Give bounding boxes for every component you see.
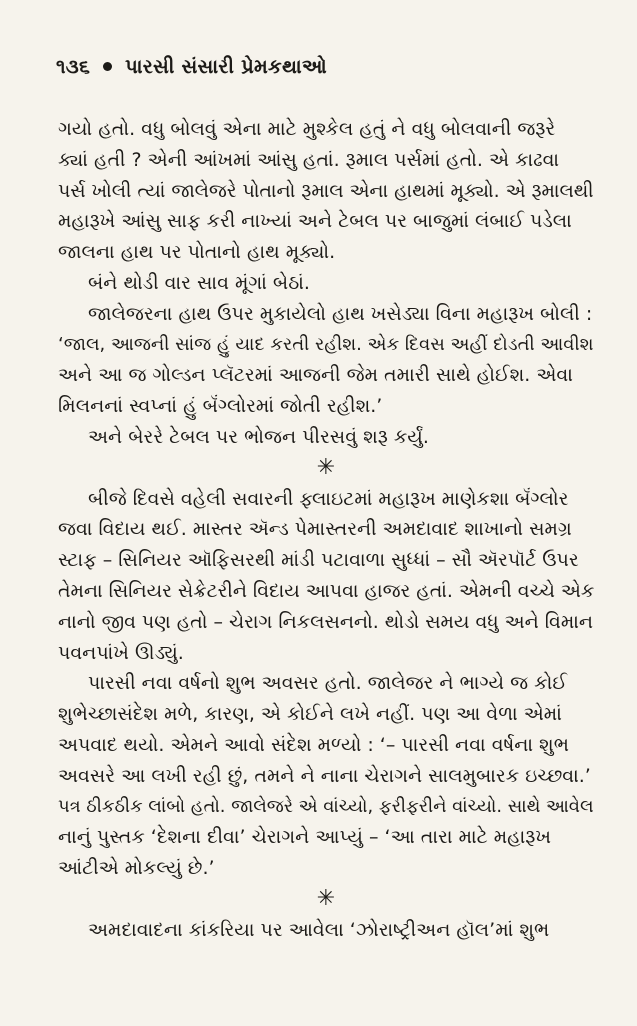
text-line: પારસી નવા વર્ષનો શુભ અવસર હતો. જાલેજર ને ભાગ્યે જ કોઈ <box>88 672 568 695</box>
section-separator: ✳ <box>316 885 336 911</box>
text-line: પત્ર ઠીકઠીક લાંબો હતો. જાલેજરે એ વાંચ્યો, ફરીફરીને વાંચ્યો. સાથે આવેલ <box>58 795 594 817</box>
text-line: બીજે દિવસે વહેલી સવારની ફ્લાઇટમાં મહારૂખ માણેકશા બૅંગ્લોર <box>88 487 569 510</box>
text-line: અવસરે આ લખી રહી છું, તમને ને નાના ચેરાગને સાલમુબારક ઇચ્છવા.’ <box>58 764 591 787</box>
text-line: બંને થોડી વાર સાવ મૂંગાં બેઠાં. <box>88 271 310 294</box>
text-line: સ્ટાફ – સિનિયર ઑફિસરથી માંડી પટાવાળા સુધ્ધાં – સૌ ઍરપૉર્ટ ઉપર <box>58 549 579 572</box>
text-line: અને આ જ ગોલ્ડન પ્લૅટરમાં આજની જેમ તમારી સાથે હોઈશ. એવા <box>58 364 573 387</box>
text-line: અમદાવાદના કાંકરિયા પર આવેલા ‘ઝોરાષ્ટ્રીઅન હૉલ’માં શુભ <box>88 918 550 941</box>
text-line: આંટીએ મોકલ્યું છે.’ <box>58 857 215 880</box>
paragraph <box>58 915 594 946</box>
paragraph <box>58 268 594 299</box>
body-text <box>58 114 594 946</box>
text-line: જાલેજરના હાથ ઉપર મુકાયેલો હાથ ખસેડ્યા વિના મહારૂખ બોલી : <box>88 302 593 325</box>
book-title: પારસી સંસારી પ્રેમકથાઓ <box>125 55 327 78</box>
paragraph <box>58 668 594 884</box>
paragraph <box>58 484 594 669</box>
text-line: મિલનનાં સ્વપ્નાં હું બૅંગ્લોરમાં જોતી રહીશ.’ <box>58 395 383 418</box>
text-line: પર્સ ખોલી ત્યાં જાલેજરે પોતાનો રૂમાલ એના હાથમાં મૂક્યો. એ રૂમાલથી <box>58 179 594 202</box>
text-line: પવનપાંખે ઊડ્યું. <box>58 641 184 664</box>
section-separator: ✳ <box>316 454 336 480</box>
text-line: મહારૂખે આંસુ સાફ કરી નાખ્યાં અને ટેબલ પર બાજુમાં લંબાઈ પડેલા <box>58 210 572 233</box>
bullet-separator <box>103 62 112 71</box>
paragraph <box>58 114 594 268</box>
text-line: નાનો જીવ પણ હતો – ચેરાગ નિકલસનનો. થોડો સમય વધુ અને વિમાન <box>58 610 593 633</box>
text-line: નાનું પુસ્તક ‘દેશના દીવા’ ચેરાગને આપ્યું – ‘આ તારા માટે મહારૂખ <box>58 826 552 849</box>
text-line: તેમના સિનિયર સેક્રેટરીને વિદાય આપવા હાજર હતાં. એમની વચ્ચે એક <box>58 579 594 602</box>
text-line: અને બેરરે ટેબલ પર ભોજન પીરસવું શરૂ કર્યું. <box>88 425 429 448</box>
text-line: અપવાદ થયો. એમને આવો સંદેશ મળ્યો : ‘– પારસી નવા વર્ષના શુભ <box>58 733 569 756</box>
running-header <box>56 52 327 83</box>
paragraph <box>58 422 594 453</box>
paragraph <box>58 299 594 422</box>
page-number: ૧૩૬ <box>56 55 91 78</box>
text-line: ક્યાં હતી ? એની આંખમાં આંસુ હતાં. રૂમાલ પર્સમાં હતો. એ કાઢવા <box>58 148 560 171</box>
text-line: શુભેચ્છાસંદેશ મળે, કારણ, એ કોઈને લખે નહીં. પણ આ વેળા એમાં <box>58 703 562 726</box>
text-line: ‘જાલ, આજની સાંજ હું યાદ કરતી રહીશ. એક દિવસ અહીં દોડતી આવીશ <box>58 333 594 355</box>
text-line: જવા વિદાય થઈ. માસ્તર ઍન્ડ પેમાસ્તરની અમદાવાદ શાખાનો સમગ્ર <box>58 518 572 541</box>
text-line: જાલના હાથ પર પોતાનો હાથ મૂક્યો. <box>58 241 336 264</box>
text-line: ગયો હતો. વધુ બોલવું એના માટે મુશ્કેલ હતું ને વધુ બોલવાની જરૂરે <box>58 118 556 140</box>
